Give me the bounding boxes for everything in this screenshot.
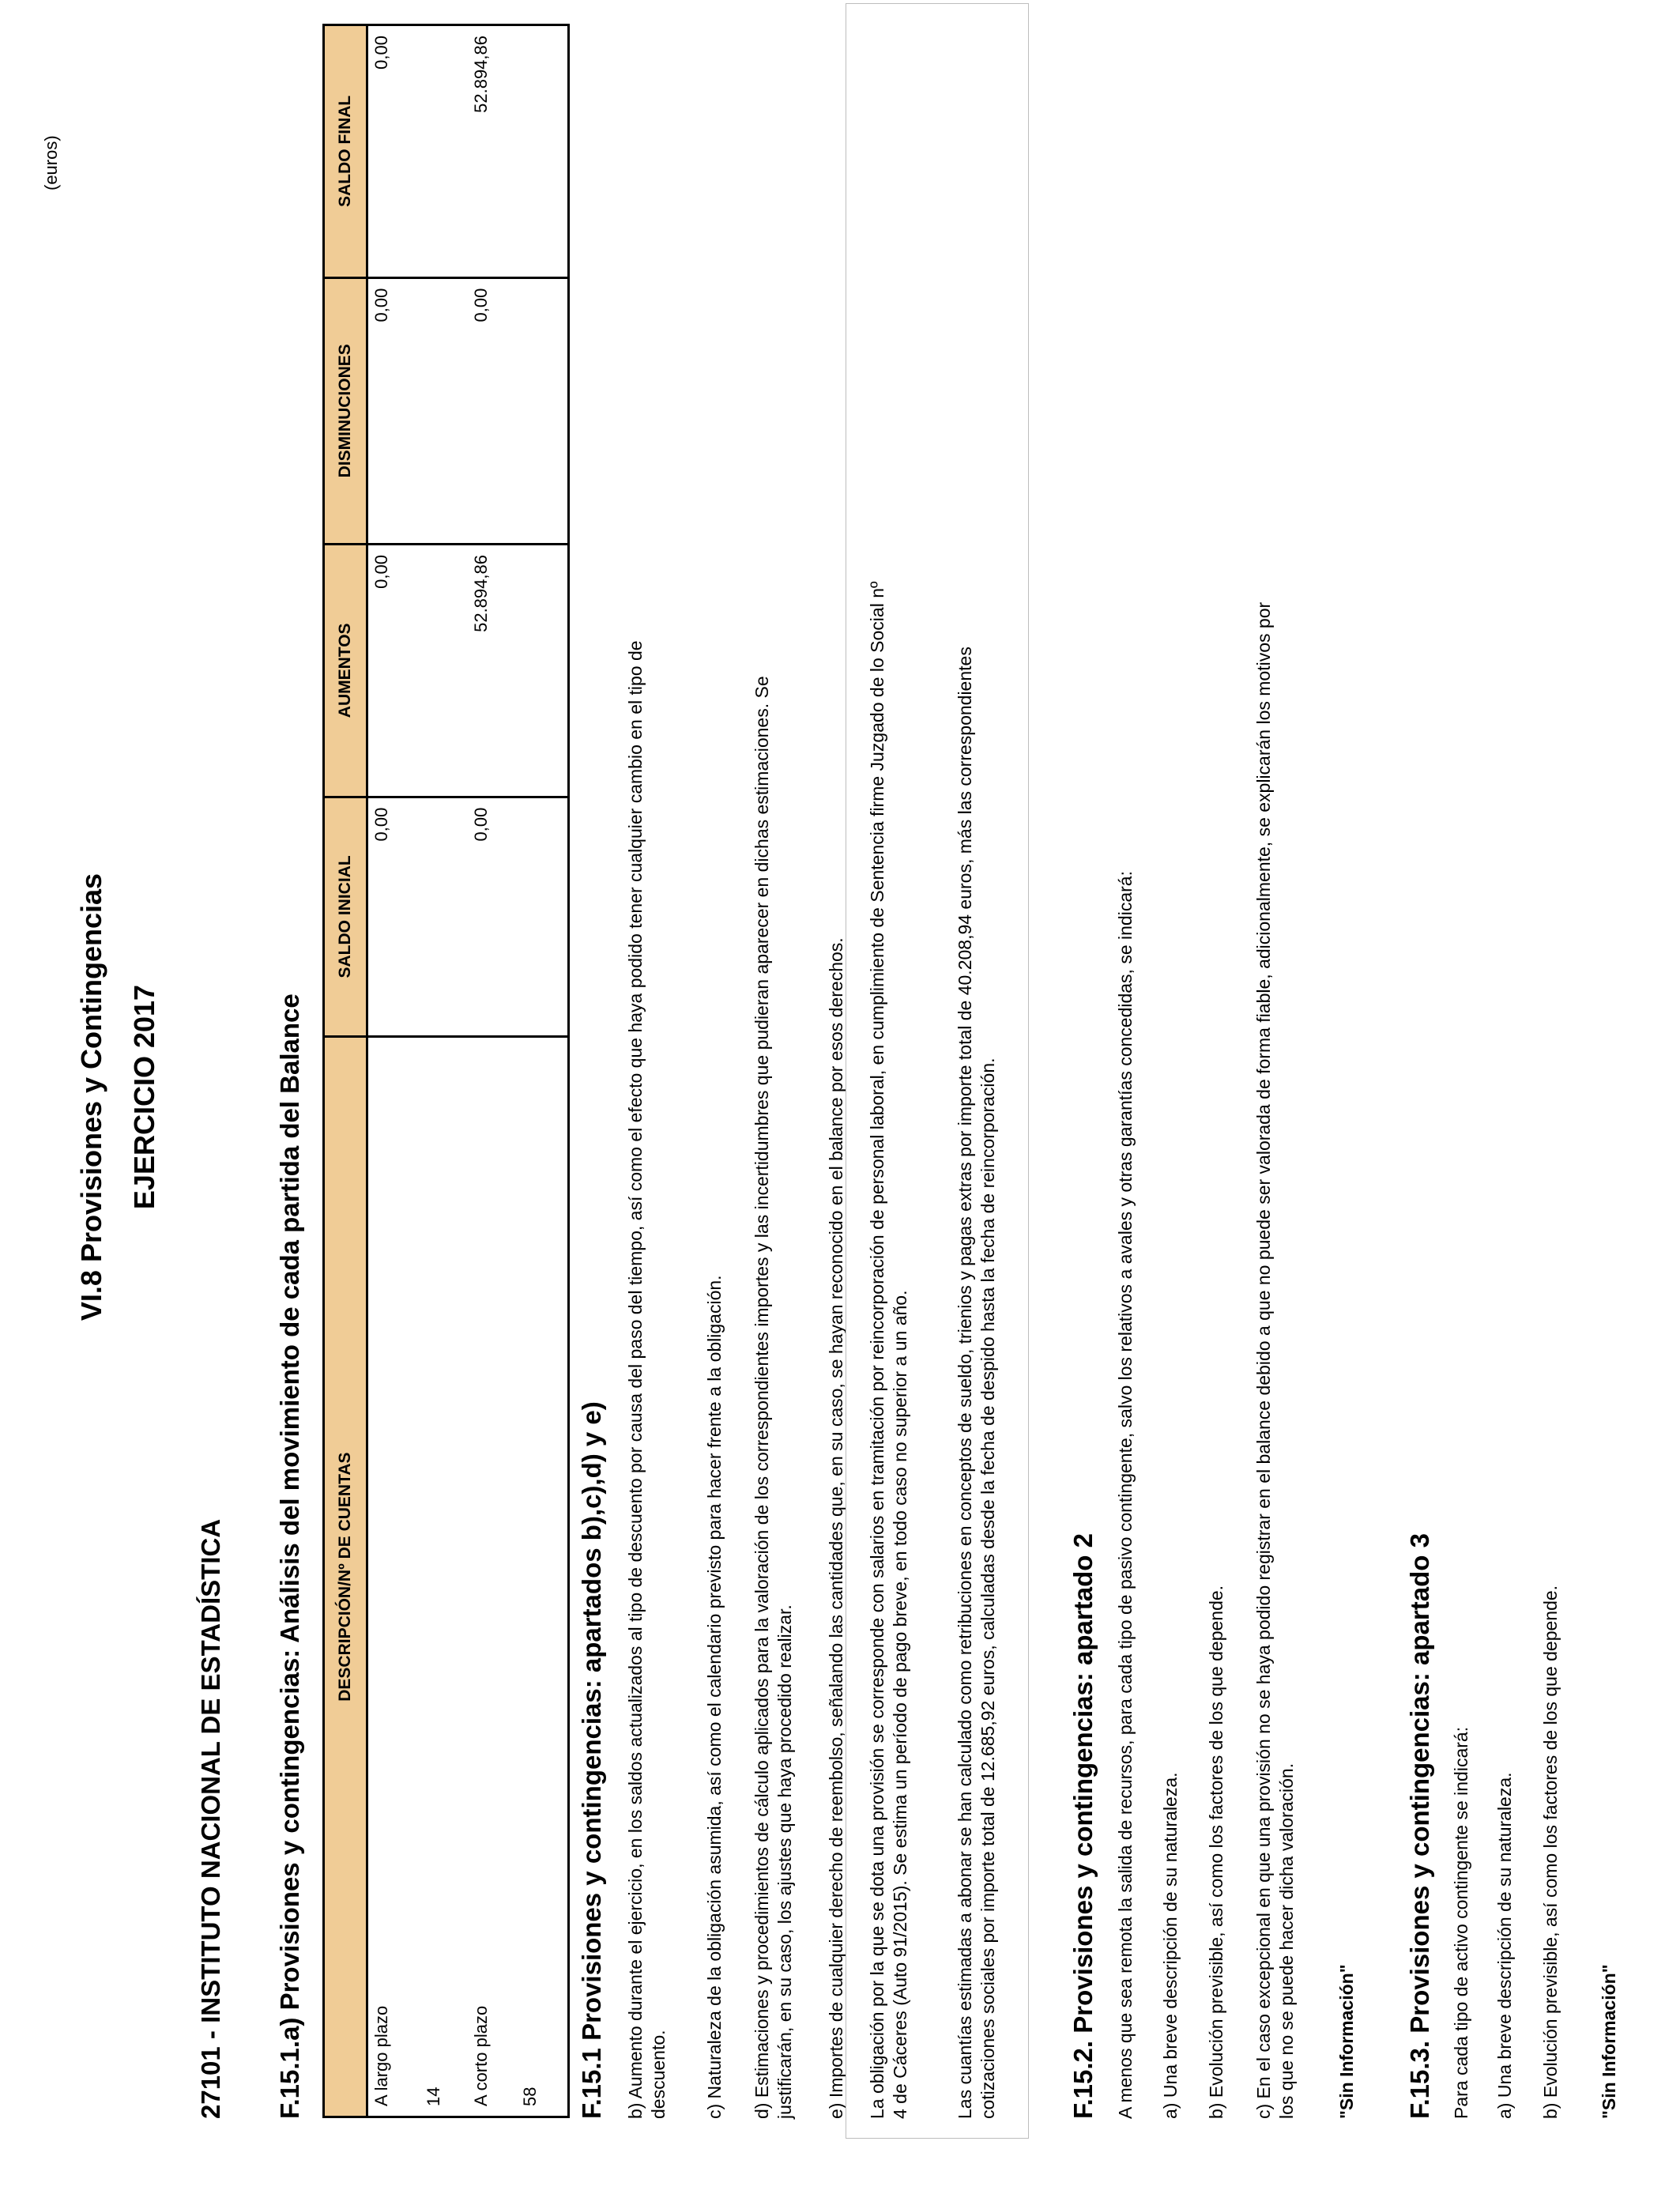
- col-header-description: DESCRIPCIÓN/Nº DE CUENTAS: [324, 1037, 367, 2117]
- f151-note1-line2: 4 de Cáceres (Auto 91/2015). Se estima un período de pago breve, en todo caso no superior a un año.: [890, 1290, 910, 2119]
- col-header-saldo-final: SALDO FINAL: [324, 25, 367, 278]
- f151-c: c) Naturaleza de la obligación asumida, así como el calendario previsto para hacer frente a la obligación.: [704, 1275, 725, 2119]
- f153-intro: Para cada tipo de activo contingente se indicará:: [1451, 1726, 1471, 2119]
- cell-saldo-final: 0,00: [367, 25, 421, 278]
- table-row: [468, 25, 517, 2117]
- organization-heading: 27101 - INSTITUTO NACIONAL DE ESTADÍSTICA: [196, 1518, 225, 2119]
- f152-no-info: "Sin Información": [1336, 1964, 1357, 2119]
- cell-aumentos: [517, 545, 569, 797]
- f151-note2-line2: cotizaciones sociales por importe total de 12.685,92 euros, calculadas desde la fecha de despido hasta la fecha de reincorporación.: [977, 1057, 998, 2119]
- table-row: [367, 25, 421, 2117]
- cell-disminuciones: [517, 277, 569, 544]
- f151-e: e) Importes de cualquier derecho de reembolso, señalando las cantidades que, en su caso, se hayan reconocido en el balance por esos derechos.: [826, 937, 846, 2119]
- cell-saldo-inicial: [517, 797, 569, 1037]
- cell-description: 14: [420, 1037, 468, 2117]
- table-header-row: [324, 25, 367, 2117]
- provisions-table: [322, 24, 570, 2118]
- table-row: [420, 25, 468, 2117]
- col-header-disminuciones: DISMINUCIONES: [324, 277, 367, 544]
- cell-aumentos: 0,00: [367, 545, 421, 797]
- f153-b: b) Evolución previsible, así como los factores de los que depende.: [1540, 1585, 1561, 2119]
- f152-c-line1: c) En el caso excepcional en que una provisión no se haya podido registrar en el balance debido a que no puede ser valorada de forma fiable, adicionalmente, se explicarán los motivos por: [1253, 601, 1274, 2119]
- cell-saldo-inicial: 0,00: [367, 797, 421, 1037]
- cell-disminuciones: 0,00: [367, 277, 421, 544]
- page-title: VI.8 Provisiones y Contingencias: [75, 873, 107, 1321]
- cell-saldo-inicial: 0,00: [468, 797, 517, 1037]
- f151-d-line1: d) Estimaciones y procedimientos de cálculo aplicados para la valoración de los correspondientes importes y las incertidumbres que pudieran aparecer en dichas estimaciones. Se: [751, 676, 772, 2119]
- cell-saldo-final: [420, 25, 468, 278]
- col-header-saldo-inicial: SALDO INICIAL: [324, 797, 367, 1037]
- cell-description: 58: [517, 1037, 569, 2117]
- f151-note1-line1: La obligación por la que se dota una provisión se corresponde con salarios en tramitación por reincorporación de personal laboral, en cumplimiento de Sentencia firme Juzgado de lo Social nº: [867, 581, 887, 2119]
- table-title: F.15.1.a) Provisiones y contingencias: Análisis del movimiento de cada partida del Balance: [275, 993, 304, 2119]
- f153-a: a) Una breve descripción de su naturaleza.: [1494, 1772, 1515, 2119]
- section-f151-title: F.15.1 Provisiones y contingencias: apartados b),c),d) y e): [577, 1401, 606, 2119]
- table-row: [517, 25, 569, 2117]
- f151-b-line2: descuento.: [648, 2030, 669, 2119]
- f152-a: a) Una breve descripción de su naturaleza.: [1160, 1772, 1181, 2119]
- f151-d-line2: justificarán, en su caso, los ajustes que haya procedido realizar.: [774, 1604, 795, 2119]
- section-f152-title: F.15.2. Provisiones y contingencias: apartado 2: [1068, 1533, 1098, 2119]
- col-header-aumentos: AUMENTOS: [324, 545, 367, 797]
- cell-description: A corto plazo: [468, 1037, 517, 2117]
- f151-b-line1: b) Aumento durante el ejercicio, en los saldos actualizados al tipo de descuento por causa del paso del tiempo, así como el efecto que haya podido tener cualquier cambio en el tipo de: [625, 640, 646, 2119]
- cell-saldo-final: 52.894,86: [468, 25, 517, 278]
- f153-no-info: "Sin Información": [1599, 1964, 1619, 2119]
- cell-aumentos: [420, 545, 468, 797]
- f152-c-line2: los que no se puede hacer dicha valoración.: [1276, 1762, 1297, 2119]
- f152-b: b) Evolución previsible, así como los factores de los que depende.: [1206, 1585, 1226, 2119]
- f151-note2-line1: Las cuantías estimadas a abonar se han calculado como retribuciones en conceptos de sueldo, trienios y pagas extras por importe total de 40.208,94 euros, más las correspondientes: [955, 647, 975, 2119]
- f152-intro: A menos que sea remota la salida de recursos, para cada tipo de pasivo contingente, salvo los relativos a avales y otras garantías concedidas, se indicará:: [1115, 871, 1136, 2119]
- page-subtitle: EJERCICIO 2017: [128, 984, 160, 1210]
- cell-aumentos: 52.894,86: [468, 545, 517, 797]
- cell-disminuciones: 0,00: [468, 277, 517, 544]
- cell-saldo-inicial: [420, 797, 468, 1037]
- cell-disminuciones: [420, 277, 468, 544]
- currency-note: (euros): [41, 135, 61, 190]
- cell-saldo-final: [517, 25, 569, 278]
- section-f153-title: F.15.3. Provisiones y contingencias: apartado 3: [1405, 1533, 1434, 2119]
- cell-description: A largo plazo: [367, 1037, 421, 2117]
